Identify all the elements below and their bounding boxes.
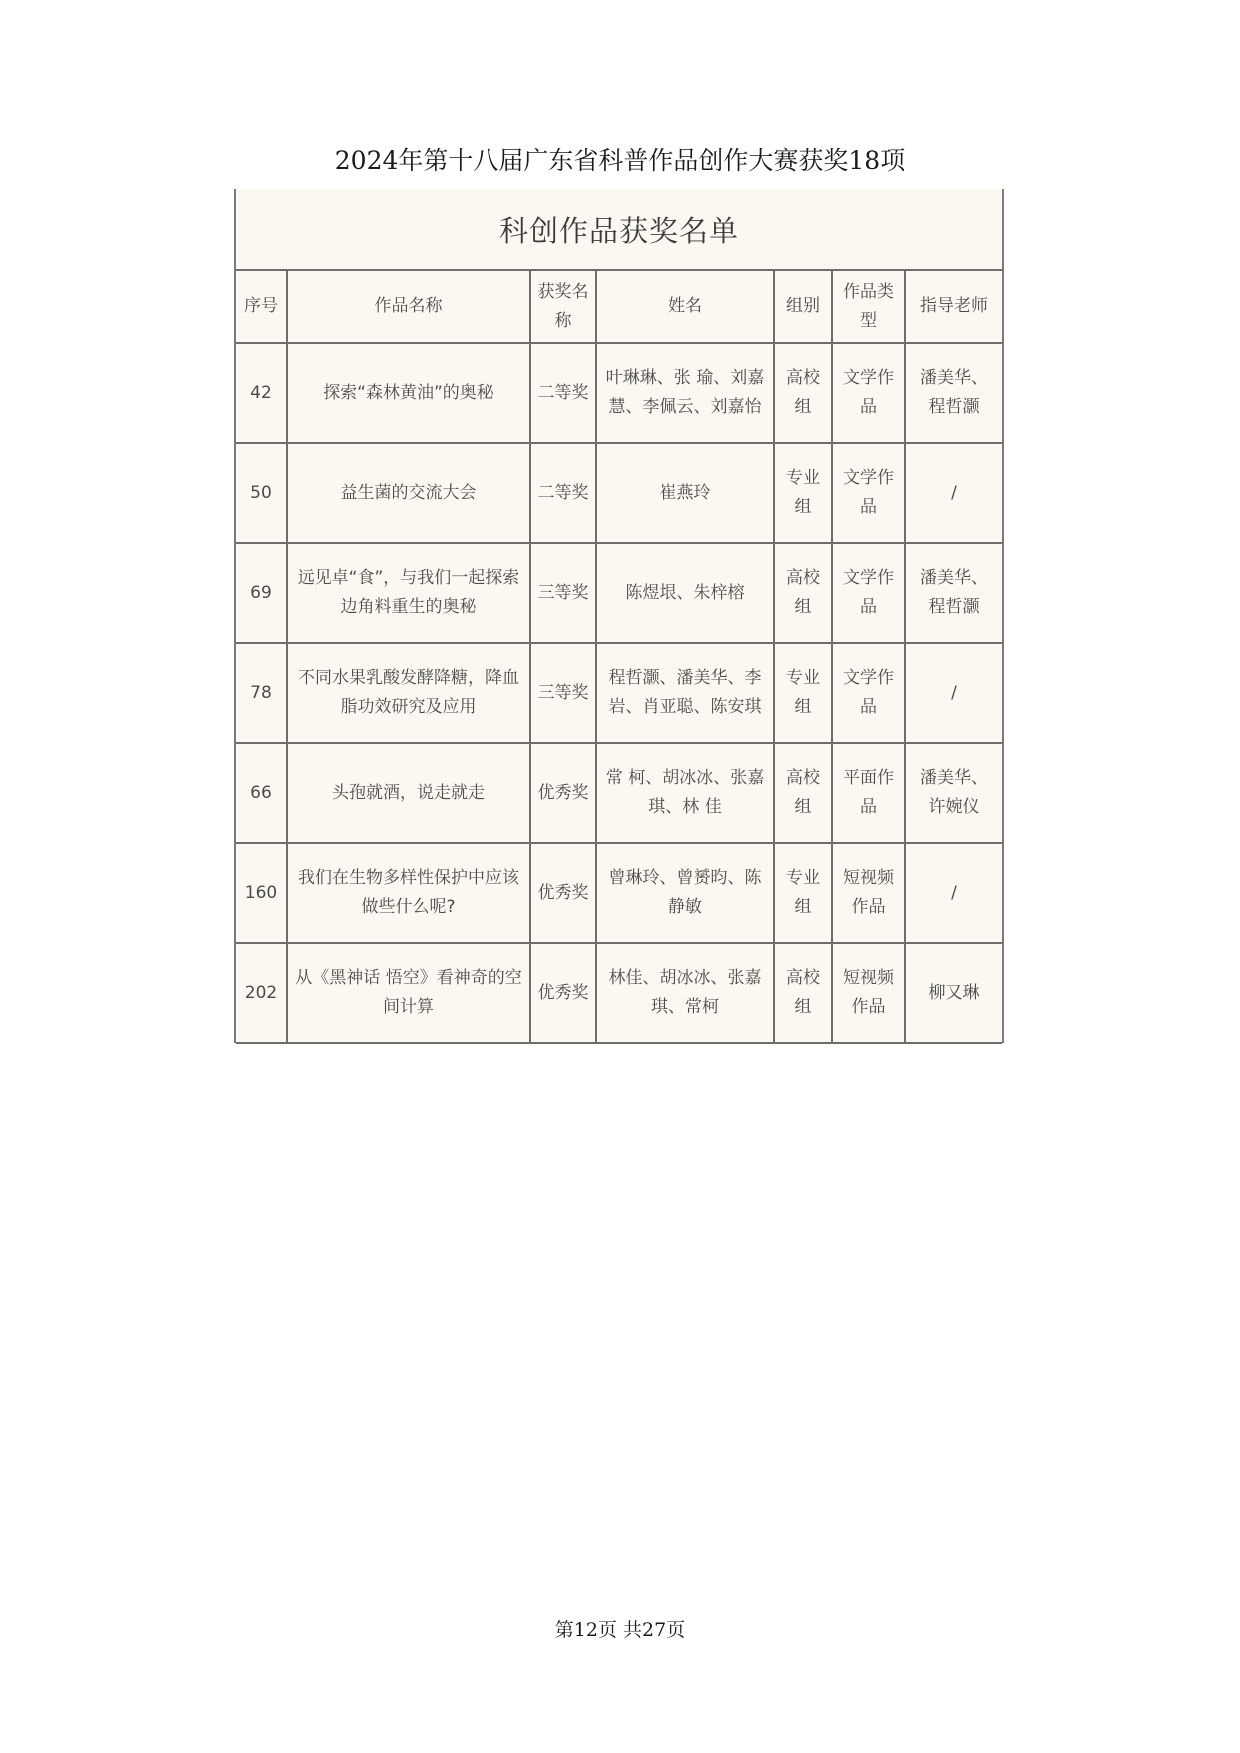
cell-award: 优秀奖 — [530, 743, 596, 843]
table-row — [236, 543, 1002, 643]
table-row — [236, 943, 1002, 1043]
cell-group: 高校组 — [774, 743, 832, 843]
cell-work-type: 文学作品 — [832, 543, 905, 643]
header-group: 组别 — [774, 271, 832, 343]
cell-index: 42 — [236, 343, 287, 443]
cell-work-type: 文学作品 — [832, 343, 905, 443]
cell-author: 林佳、胡冰冰、张嘉琪、常柯 — [596, 943, 774, 1043]
cell-work-name: 从《黑神话 悟空》看神奇的空间计算 — [287, 943, 530, 1043]
cell-index: 160 — [236, 843, 287, 943]
cell-award: 三等奖 — [530, 543, 596, 643]
cell-award: 优秀奖 — [530, 843, 596, 943]
cell-author: 常 柯、胡冰冰、张嘉琪、林 佳 — [596, 743, 774, 843]
cell-index: 69 — [236, 543, 287, 643]
cell-author: 崔燕玲 — [596, 443, 774, 543]
cell-advisor: 潘美华、许婉仪 — [905, 743, 1002, 843]
cell-award: 三等奖 — [530, 643, 596, 743]
cell-award: 二等奖 — [530, 443, 596, 543]
cell-group: 高校组 — [774, 543, 832, 643]
cell-index: 50 — [236, 443, 287, 543]
cell-group: 高校组 — [774, 343, 832, 443]
cell-work-name: 我们在生物多样性保护中应该做些什么呢? — [287, 843, 530, 943]
cell-work-type: 文学作品 — [832, 443, 905, 543]
cell-work-name: 探索“森林黄油”的奥秘 — [287, 343, 530, 443]
cell-work-name: 益生菌的交流大会 — [287, 443, 530, 543]
cell-work-type: 文学作品 — [832, 643, 905, 743]
award-list-banner: 科创作品获奖名单 — [236, 189, 1002, 271]
cell-advisor: 柳又琳 — [905, 943, 1002, 1043]
cell-award: 二等奖 — [530, 343, 596, 443]
cell-work-type: 平面作品 — [832, 743, 905, 843]
header-advisor: 指导老师 — [905, 271, 1002, 343]
table-row — [236, 743, 1002, 843]
cell-advisor: 潘美华、程哲灏 — [905, 543, 1002, 643]
cell-advisor: / — [905, 643, 1002, 743]
cell-group: 高校组 — [774, 943, 832, 1043]
cell-advisor: / — [905, 843, 1002, 943]
cell-index: 66 — [236, 743, 287, 843]
table-row — [236, 443, 1002, 543]
cell-index: 202 — [236, 943, 287, 1043]
cell-group: 专业组 — [774, 643, 832, 743]
cell-author: 叶琳琳、张 瑜、刘嘉慧、李佩云、刘嘉怡 — [596, 343, 774, 443]
cell-group: 专业组 — [774, 843, 832, 943]
cell-group: 专业组 — [774, 443, 832, 543]
header-author: 姓名 — [596, 271, 774, 343]
cell-author: 陈煜垠、朱梓榕 — [596, 543, 774, 643]
cell-work-type: 短视频作品 — [832, 943, 905, 1043]
table-row — [236, 843, 1002, 943]
cell-author: 程哲灏、潘美华、李 岩、肖亚聪、陈安琪 — [596, 643, 774, 743]
page-number: 第12页 共27页 — [554, 1619, 686, 1641]
table-header-row — [236, 271, 1002, 343]
header-index: 序号 — [236, 271, 287, 343]
cell-work-type: 短视频作品 — [832, 843, 905, 943]
cell-author: 曾琳玲、曾赟昀、陈静敏 — [596, 843, 774, 943]
cell-work-name: 远见卓“食”，与我们一起探索边角料重生的奥秘 — [287, 543, 530, 643]
award-list-image — [234, 189, 1004, 1043]
cell-work-name: 不同水果乳酸发酵降糖，降血脂功效研究及应用 — [287, 643, 530, 743]
cell-index: 78 — [236, 643, 287, 743]
header-work-name: 作品名称 — [287, 271, 530, 343]
award-table — [236, 271, 1002, 1044]
header-work-type: 作品类型 — [832, 271, 905, 343]
document-title: 2024年第十八届广东省科普作品创作大赛获奖18项 — [334, 146, 906, 175]
cell-advisor: / — [905, 443, 1002, 543]
cell-advisor: 潘美华、程哲灏 — [905, 343, 1002, 443]
cell-work-name: 头孢就酒，说走就走 — [287, 743, 530, 843]
cell-award: 优秀奖 — [530, 943, 596, 1043]
header-award: 获奖名称 — [530, 271, 596, 343]
table-row — [236, 643, 1002, 743]
table-row — [236, 343, 1002, 443]
